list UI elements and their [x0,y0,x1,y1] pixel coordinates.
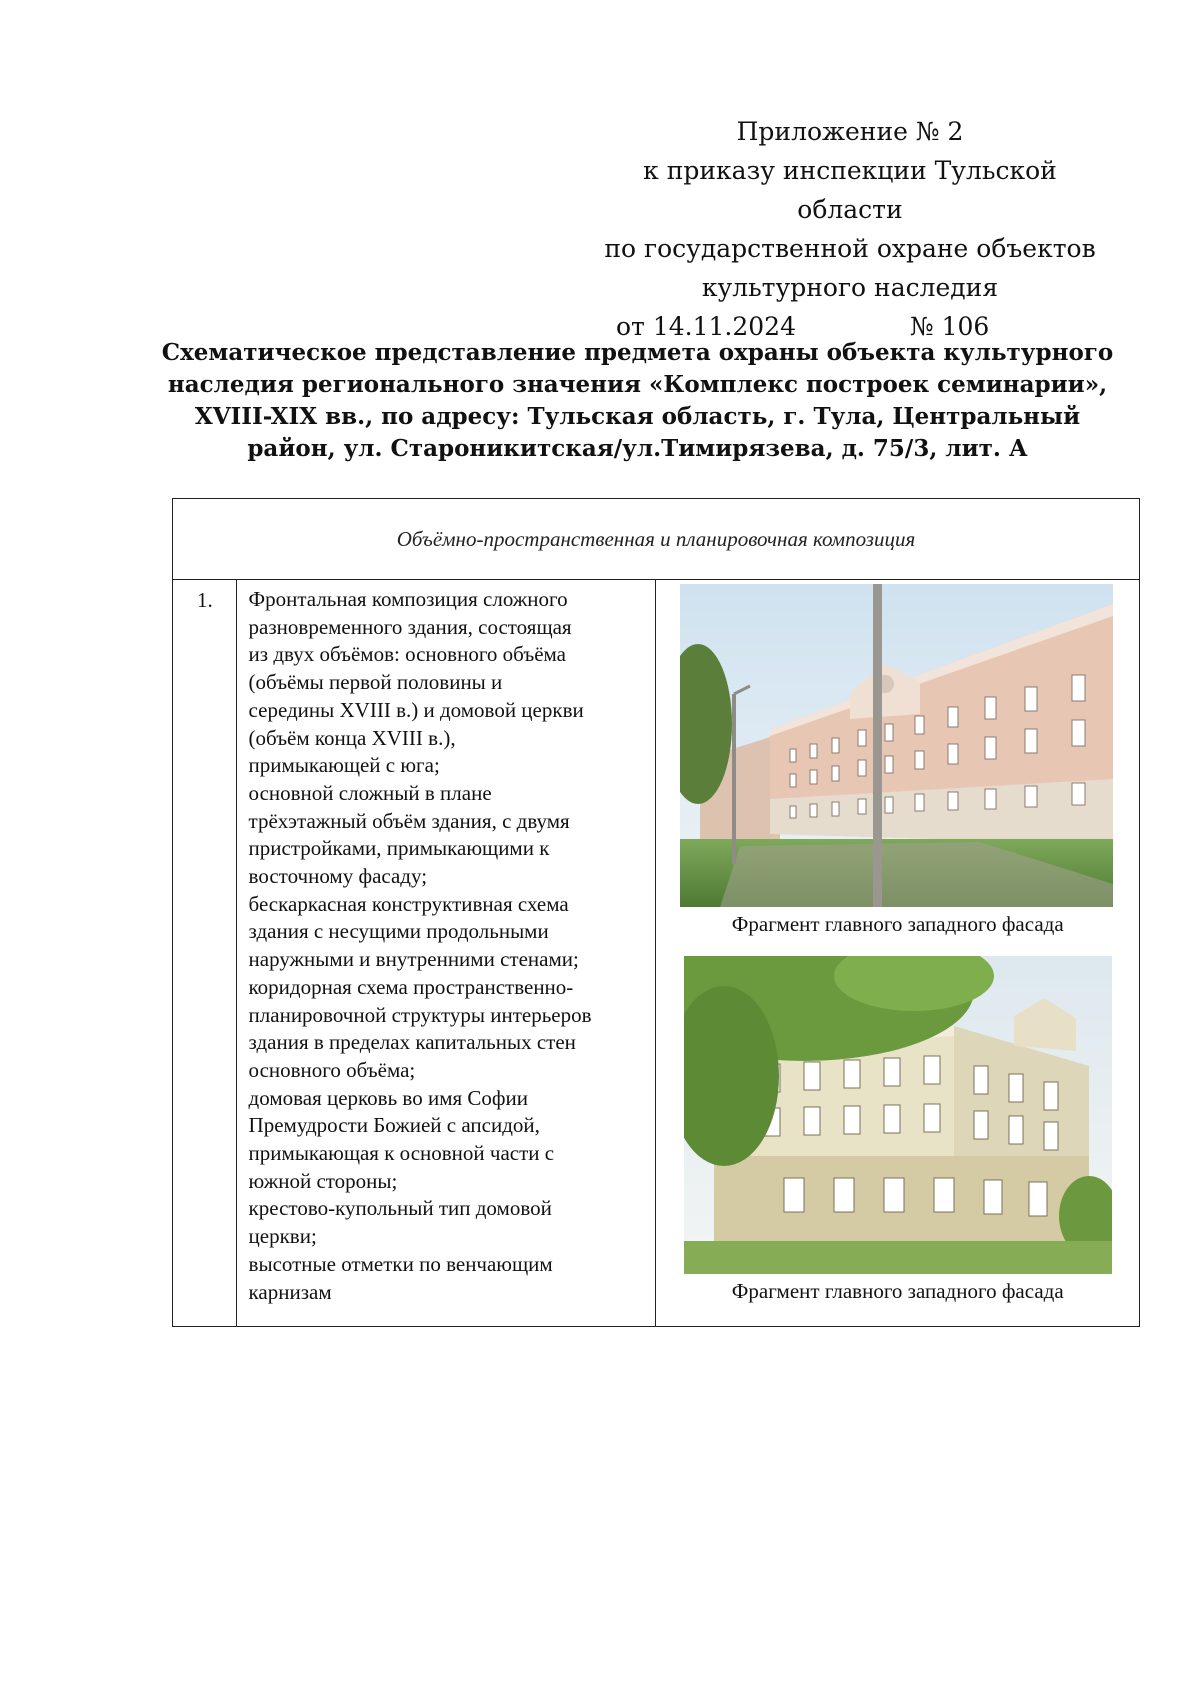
order-reference-line2: по государственной охране объектов [604,234,1096,263]
order-number: № 106 [910,312,990,341]
description-line: церкви; [248,1224,317,1249]
annex-number: Приложение № 2 [736,117,964,146]
description-line: (объёмы первой половины и [248,670,503,695]
row-description [236,580,656,1327]
description-line: коридорная схема пространственно- [248,974,574,999]
description-line: середины XVIII в.) и домовой церкви [248,697,584,722]
table-row [173,580,1140,1327]
order-date: от 14.11.2024 [616,312,796,341]
order-reference-line3: культурного наследия [701,273,999,302]
description-line: пристройками, примыкающими к [248,836,550,861]
document-header [600,112,1100,346]
description-line: Фронтальная композиция сложного [248,587,568,611]
row-photos [656,580,1140,1327]
west-facade-photo-1 [680,584,1113,907]
table-header-row [173,499,1140,580]
description-line: восточному фасаду; [248,864,428,889]
description-line: крестово-купольный тип домовой [248,1196,552,1221]
order-reference: к приказу инспекции Тульской области [643,156,1057,224]
title-line-2: наследия регионального значения «Комплекс построек семинарии», [167,371,1108,398]
description-line: основного объёма; [248,1057,416,1082]
description-line: Премудрости Божией с апсидой, [248,1113,540,1138]
description-line: основной сложный в плане [248,780,492,805]
description-line: разновременного здания, состоящая [248,614,572,639]
description-line: трёхэтажный объём здания, с двумя [248,808,570,833]
row-number: 1. [173,580,237,1327]
description-line: карнизам [248,1279,332,1304]
description-line: здания с несущими продольными [248,919,549,944]
description-line: (объём конца XVIII в.), [248,725,456,750]
title-line-4: район, ул. Староникитская/ул.Тимирязева, д. 75/3, лит. А [247,435,1028,462]
description-line: примыкающая к основной части с [248,1141,555,1166]
description-line: примыкающей с юга; [248,753,440,778]
description-line: высотные отметки по венчающим [248,1251,553,1276]
document-title [160,337,1115,465]
protection-table [172,498,1140,1327]
description-line: планировочной структуры интерьеров [248,1002,592,1027]
description-line: домовая церковь во имя Софии [248,1085,528,1110]
description-line: из двух объёмов: основного объёма [248,642,566,667]
section-header: Объёмно-пространственная и планировочная композиция [173,499,1140,580]
description-line: здания в пределах капитальных стен [248,1030,576,1055]
description-line: наружными и внутренними стенами; [248,947,579,972]
west-facade-photo-2 [684,956,1112,1274]
photo-2-caption: Фрагмент главного западного фасада [731,1279,1064,1303]
photo-1-caption: Фрагмент главного западного фасада [731,912,1064,936]
title-line-3: XVIII-XIX вв., по адресу: Тульская область, г. Тула, Центральный [194,403,1081,430]
description-line: южной стороны; [248,1168,398,1193]
title-line-1: Схематическое представление предмета охраны объекта культурного [161,339,1114,366]
description-line: бескаркасная конструктивная схема [248,891,569,916]
